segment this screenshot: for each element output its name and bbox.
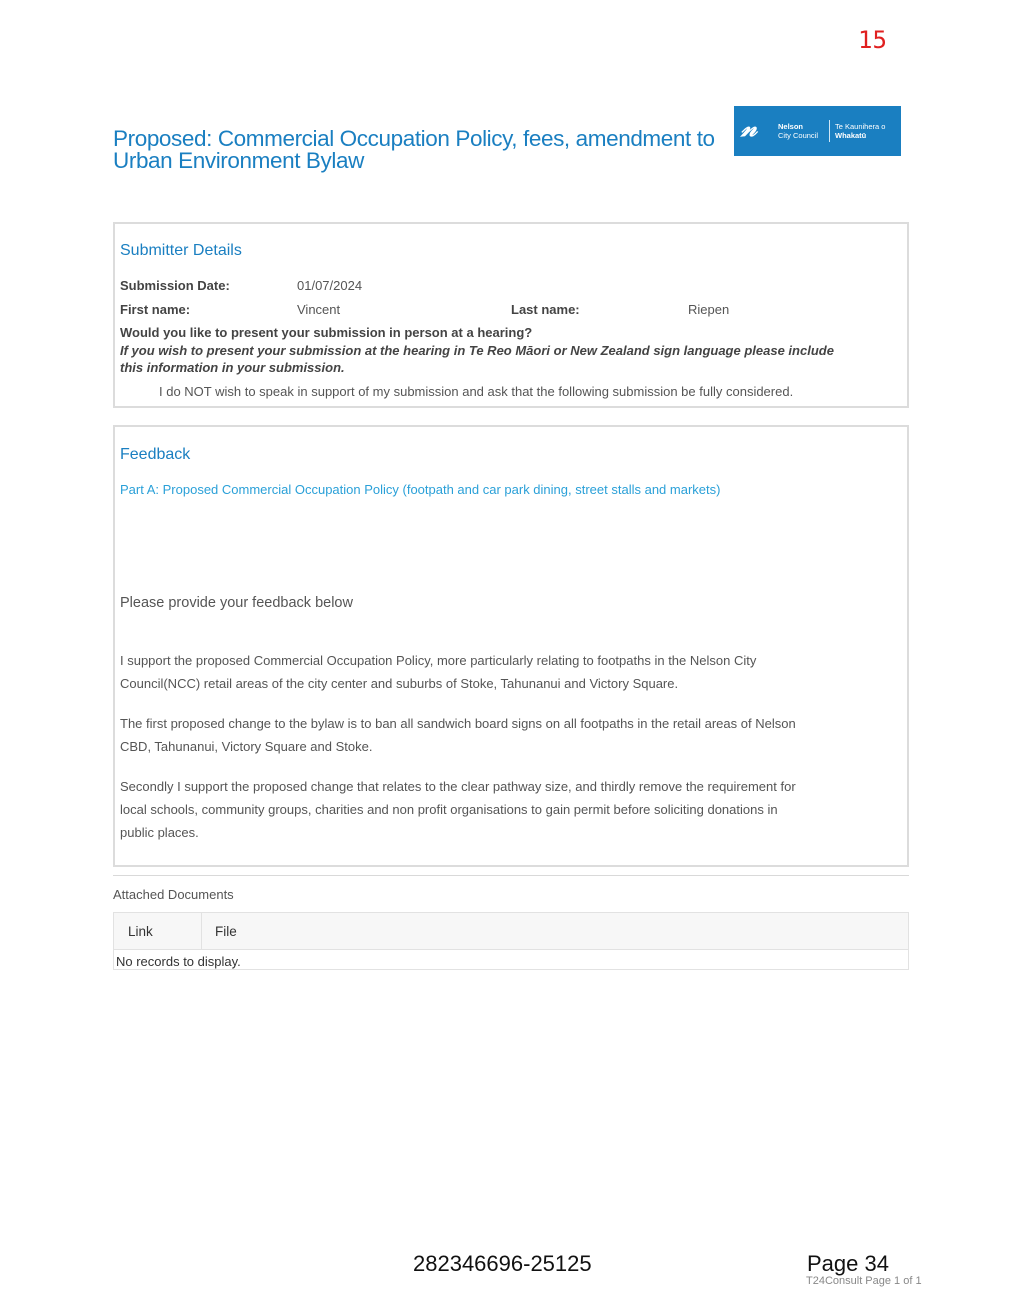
paragraph-line: CBD, Tahunanui, Victory Square and Stoke.	[120, 739, 373, 754]
last-name-value: Riepen	[688, 302, 730, 317]
logo-english-name	[778, 122, 818, 140]
paragraph-line: Council(NCC) retail areas of the city center and suburbs of Stoke, Tahunanui and Victory Square.	[120, 676, 679, 691]
part-a-heading: Part A: Proposed Commercial Occupation Policy (footpath and car park dining, street stalls and markets)	[120, 482, 721, 497]
logo-maori-name	[835, 122, 885, 140]
column-header-link[interactable]: Link	[128, 924, 153, 939]
hearing-note-line-2: this information in your submission.	[120, 360, 345, 375]
column-header-file[interactable]: File	[215, 924, 237, 939]
last-name-label: Last name:	[511, 302, 580, 317]
paragraph-line: Secondly I support the proposed change that relates to the clear pathway size, and thirdly remove the requirement for	[120, 779, 796, 794]
logo-name-mi-1: Te Kaunihera o	[835, 122, 886, 131]
feedback-prompt: Please provide your feedback below	[120, 595, 353, 611]
logo-divider	[829, 120, 830, 142]
paragraph-line: I support the proposed Commercial Occupation Policy, more particularly relating to footpaths in the Nelson City	[120, 653, 757, 668]
logo-name-en-2: City Council	[778, 131, 819, 140]
feedback-paragraph	[120, 775, 840, 844]
logo-name-mi-2: Whakatū	[835, 131, 867, 140]
paragraph-line: local schools, community groups, charities and non profit organisations to gain permit before soliciting donations in	[120, 802, 778, 817]
document-id: 282346696-25125	[413, 1251, 592, 1276]
submission-date-label: Submission Date:	[120, 278, 230, 293]
no-records-message: No records to display.	[116, 954, 241, 969]
footer-source: T24Consult Page 1 of 1	[806, 1275, 922, 1287]
table-header-row	[114, 913, 908, 950]
paragraph-line: The first proposed change to the bylaw is to ban all sandwich board signs on all footpaths in the retail areas of Nelson	[120, 716, 796, 731]
page-number: Page 34	[807, 1251, 889, 1276]
feedback-paragraph	[120, 712, 840, 758]
first-name-value: Vincent	[297, 302, 341, 317]
section-divider	[113, 875, 909, 876]
hearing-note-line-1: If you wish to present your submission at the hearing in Te Reo Māori or New Zealand sign language please include	[120, 343, 834, 358]
column-separator	[201, 913, 202, 949]
page-title-line-2: Urban Environment Bylaw	[113, 148, 364, 173]
submitter-details-title: Submitter Details	[120, 242, 242, 259]
submission-date-value: 01/07/2024	[297, 278, 363, 293]
page-marker: 15	[858, 26, 887, 54]
feedback-title: Feedback	[120, 446, 191, 463]
attachments-table	[113, 912, 909, 970]
council-logo	[734, 106, 901, 156]
hearing-answer: I do NOT wish to speak in support of my submission and ask that the following submission be fully considered.	[159, 384, 794, 399]
hearing-note	[120, 342, 834, 376]
first-name-label: First name:	[120, 302, 191, 317]
paragraph-line: public places.	[120, 825, 199, 840]
page-title	[113, 128, 723, 172]
attached-documents-heading: Attached Documents	[113, 887, 234, 902]
page-title-line-1: Proposed: Commercial Occupation Policy, fees, amendment to	[113, 126, 715, 151]
hearing-question: Would you like to present your submission in person at a hearing?	[120, 325, 533, 340]
feedback-paragraph	[120, 649, 840, 695]
logo-name-en-1: Nelson	[778, 122, 804, 131]
council-wave-icon: 𝓃	[741, 113, 758, 143]
